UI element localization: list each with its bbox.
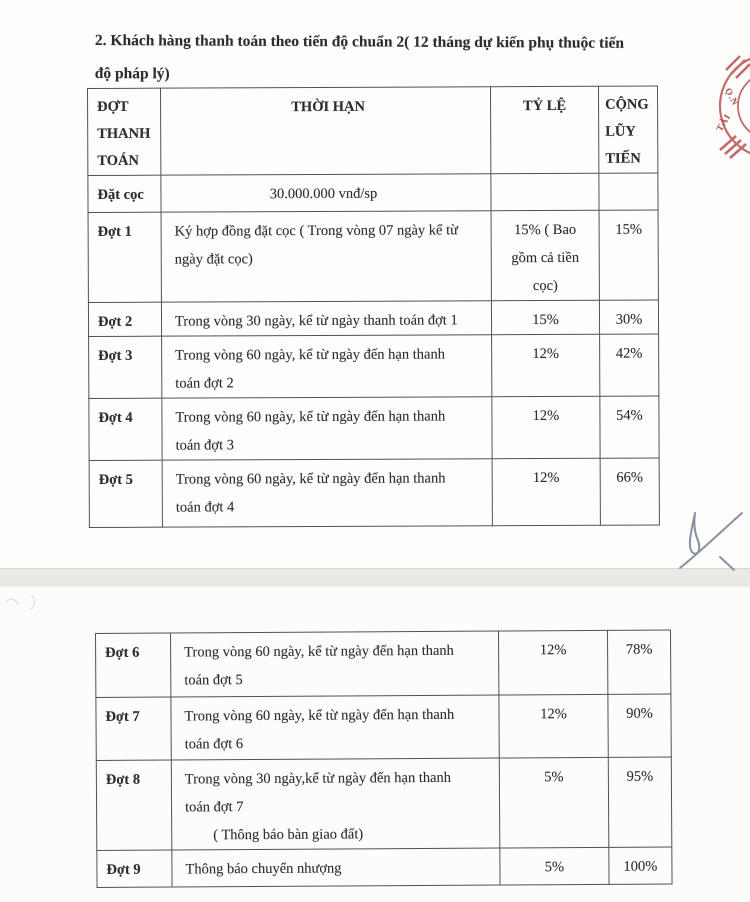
rate-cell: 12%: [499, 694, 608, 758]
table-row: [89, 334, 659, 398]
rate-cell: 12%: [492, 396, 600, 458]
table-row: [96, 757, 672, 851]
rate-cell: 12%: [492, 334, 600, 396]
table-row: [97, 847, 672, 888]
stage-cell: Đợt 4: [89, 398, 162, 460]
stamp-text-fragment: TÀI: [714, 111, 733, 134]
stage-cell: Đợt 8: [96, 760, 172, 850]
page-break-band: [0, 568, 750, 587]
cumulative-cell: 15%: [599, 210, 658, 300]
cumulative-cell: 90%: [608, 694, 671, 757]
table-row: [89, 396, 659, 460]
header-stage: ĐỢT THANH TOÁN: [88, 88, 161, 175]
cumulative-cell: 100%: [609, 847, 672, 884]
stamp-text-fragment: Ọ.N: [723, 86, 741, 108]
rate-cell: 15% ( Bao gồm cả tiền cọc): [491, 210, 599, 300]
table-row: [96, 694, 671, 761]
table-row-deposit: [88, 173, 658, 212]
stage-cell: Đợt 6: [96, 633, 171, 697]
term-cell: Thông báo chuyển nhượng: [172, 848, 500, 887]
table-row: [96, 630, 671, 698]
section-heading: [95, 24, 675, 93]
table-header-row: [88, 86, 658, 175]
table-row: [88, 210, 658, 302]
rate-cell: [491, 173, 599, 210]
rate-cell: 12%: [492, 458, 600, 525]
stage-cell: Đợt 2: [88, 302, 161, 336]
heading-line: độ pháp lý): [94, 64, 170, 83]
stage-cell: Đặt cọc: [88, 175, 161, 212]
term-cell: Trong vòng 60 ngày, kể từ ngày đến hạn thanh toán đợt 2: [162, 335, 492, 398]
cumulative-cell: 54%: [600, 396, 659, 458]
header-cumulative: CỘNG LŨY TIẾN: [598, 86, 657, 173]
rate-cell: 15%: [491, 300, 599, 334]
rate-cell: 5%: [499, 757, 609, 848]
table-row: [88, 300, 658, 336]
faint-pencil-mark: [2, 588, 54, 618]
header-term: THỜI HẠN: [161, 87, 491, 175]
stage-cell: Đợt 3: [89, 336, 162, 398]
rate-cell: 12%: [498, 630, 607, 695]
cumulative-cell: 30%: [599, 300, 658, 334]
term-cell: Ký hợp đồng đặt cọc ( Trong vòng 07 ngày kể từ ngày đặt cọc): [161, 211, 491, 302]
table-row: [89, 458, 659, 527]
rate-cell: 5%: [500, 847, 609, 885]
stage-cell: Đợt 7: [96, 697, 171, 760]
term-cell: Trong vòng 30 ngày, kể từ ngày thanh toán đợt 1: [161, 301, 491, 336]
payment-schedule-table-page2: [95, 629, 673, 888]
stage-cell: Đợt 9: [97, 850, 172, 887]
term-cell: Trong vòng 30 ngày,kể từ ngày đến hạn thanh toán đợt 7 ( Thông báo bàn giao đất): [171, 758, 500, 850]
term-cell: Trong vòng 60 ngày, kể từ ngày đến hạn thanh toán đợt 6: [171, 695, 499, 760]
term-cell: Trong vòng 60 ngày, kể từ ngày đến hạn thanh toán đợt 4: [162, 459, 492, 527]
red-stamp-icon: [712, 50, 750, 162]
cumulative-cell: [599, 173, 658, 210]
term-cell: 30.000.000 vnđ/sp: [161, 174, 491, 212]
payment-schedule-table-page1: [87, 86, 660, 528]
cumulative-cell: 78%: [607, 630, 670, 694]
signature-mark: [663, 500, 750, 575]
stage-cell: Đợt 5: [89, 460, 162, 527]
stage-cell: Đợt 1: [88, 212, 161, 302]
cumulative-cell: 66%: [600, 458, 659, 525]
cumulative-cell: 95%: [608, 757, 672, 847]
heading-line: 2. Khách hàng thanh toán theo tiến độ chuẩn 2( 12 tháng dự kiến phụ thuộc tiến: [94, 31, 625, 52]
header-rate: TỶ LỆ: [490, 86, 598, 173]
cumulative-cell: 42%: [600, 334, 659, 396]
term-cell: Trong vòng 60 ngày, kể từ ngày đến hạn thanh toán đợt 3: [162, 397, 492, 460]
term-cell: Trong vòng 60 ngày, kể từ ngày đến hạn thanh toán đợt 5: [171, 631, 499, 697]
